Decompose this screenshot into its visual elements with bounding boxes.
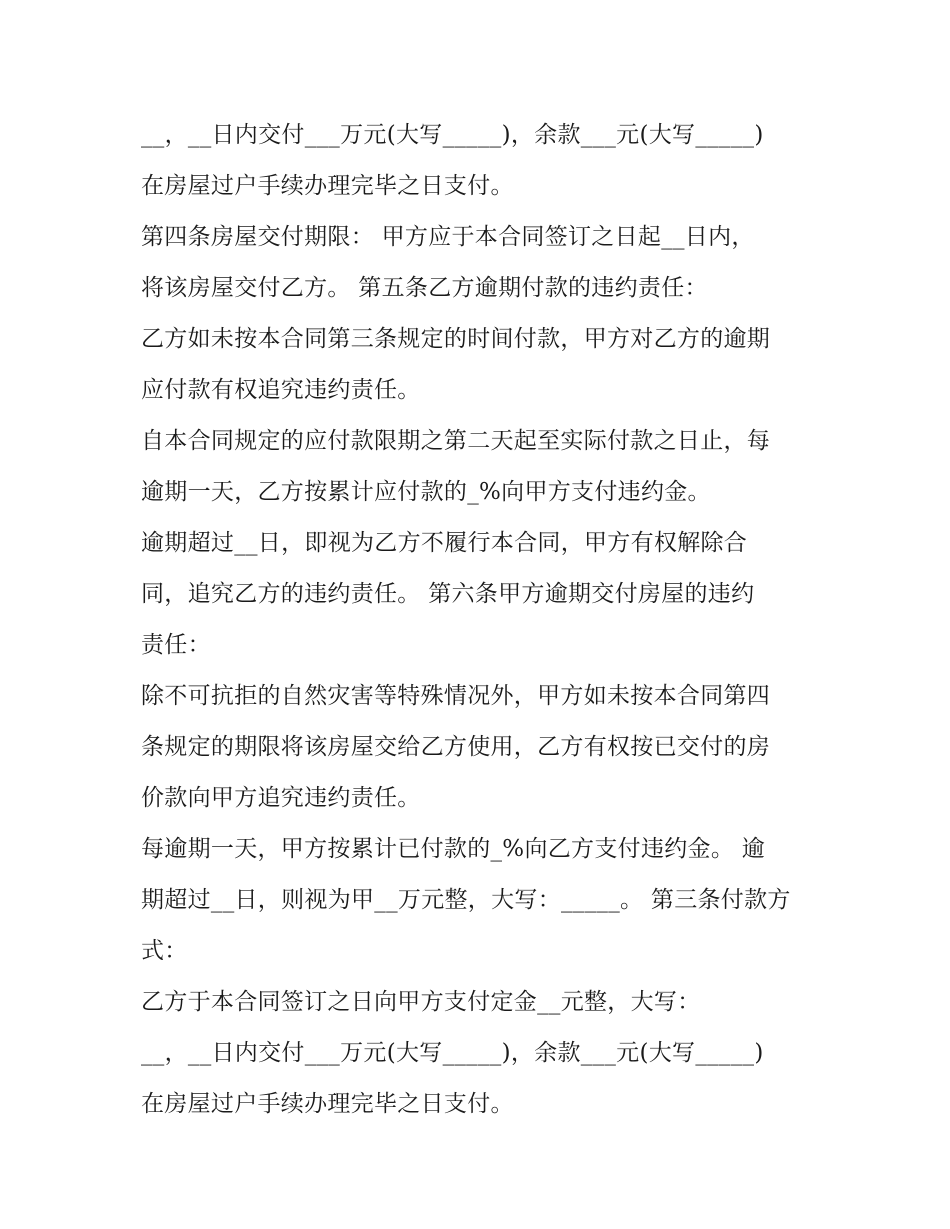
text-line: 条规定的期限将该房屋交给乙方使用，乙方有权按已交付的房: [141, 734, 771, 760]
text-line: 将该房屋交付乙方。 第五条乙方逾期付款的违约责任：: [141, 275, 708, 301]
text-line: 应付款有权追究违约责任。: [141, 377, 421, 403]
text-line: 乙方于本合同签订之日向甲方支付定金__元整，大写：: [141, 989, 701, 1015]
text-line: 期超过__日，则视为甲__万元整，大写：_____。 第三条付款方: [141, 887, 791, 913]
text-line: 同，追究乙方的违约责任。 第六条甲方逾期交付房屋的违约: [141, 581, 755, 607]
text-line: 式：: [141, 938, 188, 964]
text-line: 在房屋过户手续办理完毕之日支付。: [141, 173, 514, 199]
text-line: 逾期超过__日，即视为乙方不履行本合同，甲方有权解除合: [141, 530, 748, 556]
contract-text: [141, 110, 821, 1130]
text-line: __，__日内交付___万元(大写_____)，余款___元(大写_____): [141, 1040, 764, 1066]
text-line: 每逾期一天，甲方按累计已付款的_%向乙方支付违约金。 逾: [141, 836, 766, 862]
text-line: 在房屋过户手续办理完毕之日支付。: [141, 1091, 514, 1117]
text-line: 第四条房屋交付期限： 甲方应于本合同签订之日起__日内，: [141, 224, 755, 250]
text-line: 自本合同规定的应付款限期之第二天起至实际付款之日止，每: [141, 428, 771, 454]
text-line: 价款向甲方追究违约责任。: [141, 785, 421, 811]
text-line: __，__日内交付___万元(大写_____)，余款___元(大写_____): [141, 122, 764, 148]
text-line: 乙方如未按本合同第三条规定的时间付款，甲方对乙方的逾期: [141, 326, 771, 352]
text-line: 责任：: [141, 632, 211, 658]
text-line: 除不可抗拒的自然灾害等特殊情况外，甲方如未按本合同第四: [141, 683, 771, 709]
text-line: 逾期一天，乙方按累计应付款的_%向甲方支付违约金。: [141, 479, 711, 505]
